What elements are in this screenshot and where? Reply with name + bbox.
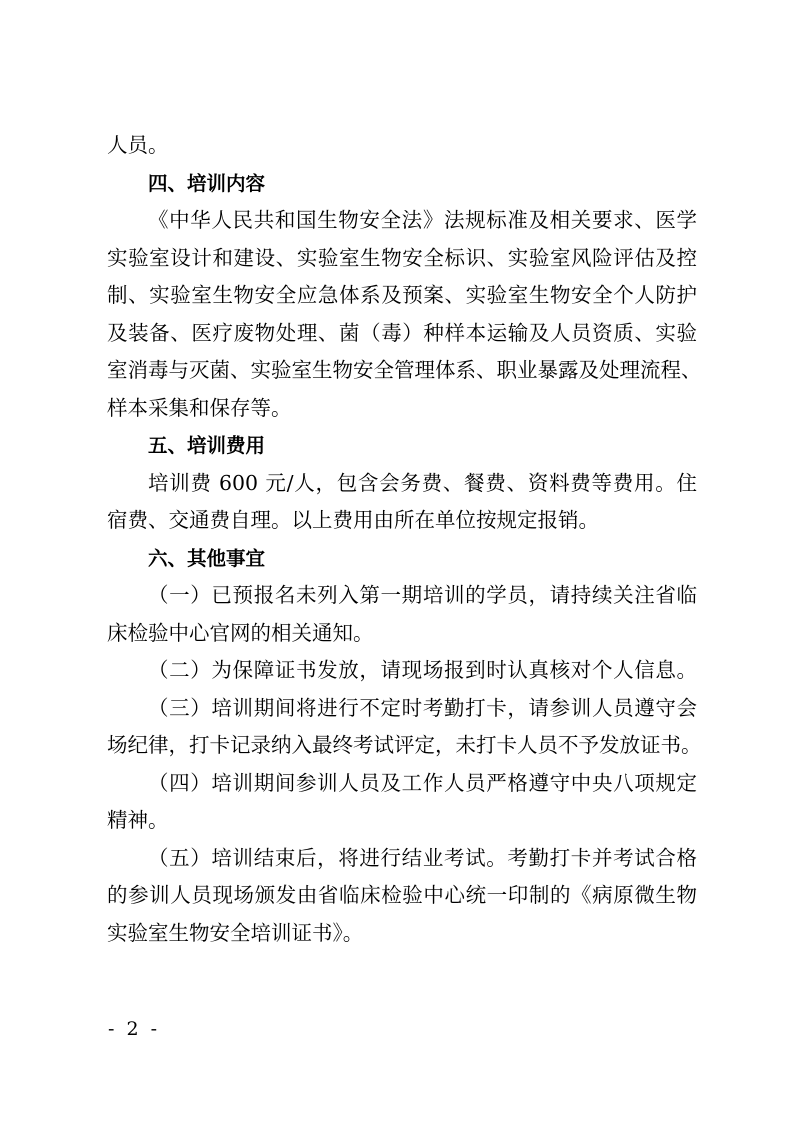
section-heading: 四、培训内容	[148, 171, 266, 195]
text-line: 培训费 600 元/人，包含会务费、餐费、资料费等费用。住	[148, 470, 697, 495]
page-number: - 2 -	[108, 1018, 161, 1040]
document-body	[107, 127, 702, 952]
text-line: （二）为保障证书发放，请现场报到时认真核对个人信息。	[148, 658, 697, 682]
text-line: 的参训人员现场颁发由省临床检验中心统一印制的《病原微生物	[107, 883, 697, 907]
text-line: 床检验中心官网的相关通知。	[107, 620, 374, 645]
text-line: （五）培训结束后，将进行结业考试。考勤打卡并考试合格	[148, 845, 697, 870]
section-heading: 五、培训费用	[148, 434, 266, 457]
text-line: （一）已预报名未列入第一期培训的学员，请持续关注省临	[148, 583, 697, 607]
text-line: 实验室生物安全培训证书》。	[107, 920, 364, 945]
text-line: 室消毒与灭菌、实验室生物安全管理体系、职业暴露及处理流程、	[107, 358, 702, 382]
text-line: （三）培训期间将进行不定时考勤打卡，请参训人员遵守会	[148, 695, 697, 720]
text-line: 样本采集和保存等。	[107, 395, 292, 420]
section-heading: 六、其他事宜	[148, 546, 266, 570]
text-line: 实验室设计和建设、实验室生物安全标识、实验室风险评估及控	[107, 245, 697, 270]
text-line: 制、实验室生物安全应急体系及预案、实验室生物安全个人防护	[107, 283, 697, 307]
text-line: （四）培训期间参训人员及工作人员严格遵守中央八项规定	[148, 770, 697, 795]
text-line: 《中华人民共和国生物安全法》法规标准及相关要求、医学	[148, 208, 697, 232]
text-line: 场纪律，打卡记录纳入最终考试评定，未打卡人员不予发放证书。	[107, 733, 702, 757]
text-line: 宿费、交通费自理。以上费用由所在单位按规定报销。	[107, 508, 599, 532]
text-line: 人员。	[107, 133, 169, 157]
text-line: 及装备、医疗废物处理、菌（毒）种样本运输及人员资质、实验	[107, 320, 697, 345]
text-line: 精神。	[107, 808, 169, 832]
